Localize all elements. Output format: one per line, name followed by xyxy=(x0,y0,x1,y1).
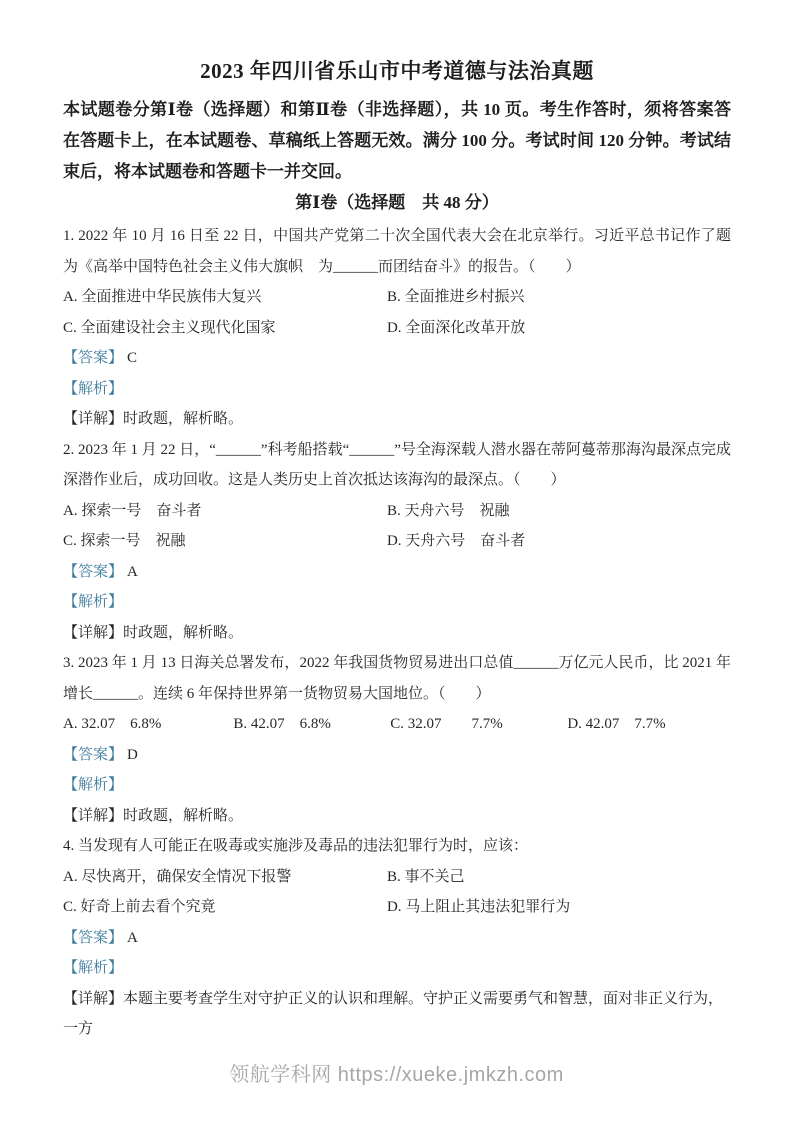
section-heading: 第Ⅰ卷（选择题 共 48 分） xyxy=(295,193,499,212)
options-grid xyxy=(63,496,731,557)
answer-value: A xyxy=(127,929,138,946)
detail-label: 【详解】 xyxy=(63,411,124,427)
question-stem: 3. 2023 年 1 月 13 日海关总署发布，2022 年我国货物贸易进出口总值______万亿元人民币，比 2021 年增长______。连续 6 年保持世界第一货物贸易大国地位。（ ） xyxy=(63,655,731,702)
detail-label: 【详解】 xyxy=(63,624,124,641)
detail-line xyxy=(63,801,731,832)
option-c: C. 好奇上前去看个究竟 xyxy=(63,899,216,915)
analysis-label: 【解析】 xyxy=(63,380,124,397)
detail-line xyxy=(63,984,731,1045)
option-d: D. 42.07 7.7% xyxy=(567,716,666,732)
option-b: B. 事不关己 xyxy=(386,868,465,885)
detail-text: 时政题，解析略。 xyxy=(123,807,244,824)
answer-value: A xyxy=(127,563,138,580)
answer-line xyxy=(63,923,731,954)
answer-label: 【答案】 xyxy=(63,746,124,763)
analysis-label: 【解析】 xyxy=(63,960,124,976)
option-b: B. 天舟六号 祝融 xyxy=(386,502,510,519)
question-2 xyxy=(63,435,731,649)
detail-line xyxy=(63,618,731,649)
detail-label: 【详解】 xyxy=(63,990,124,1007)
exam-intro: 本试题卷分第Ⅰ卷（选择题）和第Ⅱ卷（非选择题），共 10 页。考生作答时，须将答案答在答题卡上，在本试题卷、草稿纸上答题无效。满分 100 分。考试时间 120 分钟。考试结束后，将本试题卷和答题卡一并交回。 xyxy=(63,100,731,181)
question-stem: 1. 2022 年 10 月 16 日至 22 日，中国共产党第二十次全国代表大会在北京举行。习近平总书记作了题为《高举中国特色社会主义伟大旗帜 为______而团结奋斗》的报告。（ ） xyxy=(63,228,731,275)
option-b: B. 全面推进乡村振兴 xyxy=(386,289,525,305)
exam-title: 2023 年四川省乐山市中考道德与法治真题 xyxy=(200,59,594,83)
answer-line xyxy=(63,740,731,771)
option-d: D. 全面深化改革开放 xyxy=(386,319,526,336)
option-a: A. 探索一号 奋斗者 xyxy=(63,502,202,519)
analysis-label: 【解析】 xyxy=(63,594,124,610)
option-a: A. 32.07 6.8% xyxy=(63,716,162,732)
watermark-footer xyxy=(0,1058,793,1087)
answer-label: 【答案】 xyxy=(63,563,124,580)
options-grid xyxy=(63,709,731,740)
option-a: A. 尽快离开，确保安全情况下报警 xyxy=(63,868,292,885)
question-3 xyxy=(63,648,731,831)
detail-text: 时政题，解析略。 xyxy=(123,624,244,641)
answer-line xyxy=(63,557,731,588)
answer-value: C xyxy=(127,350,138,366)
option-d: D. 马上阻止其违法犯罪行为 xyxy=(386,899,571,915)
detail-label: 【详解】 xyxy=(63,807,124,824)
site-url: https://xueke.jmkzh.com xyxy=(337,1064,564,1086)
options-grid xyxy=(63,282,731,343)
detail-line xyxy=(63,404,731,435)
analysis-label: 【解析】 xyxy=(63,777,124,793)
detail-text: 本题主要考查学生对守护正义的认识和理解。守护正义需要勇气和智慧，面对非正义行为，一方 xyxy=(63,990,724,1037)
question-stem: 4. 当发现有人可能正在吸毒或实施涉及毒品的违法犯罪行为时，应该： xyxy=(63,838,529,854)
option-c: C. 32.07 7.7% xyxy=(390,716,503,732)
answer-value: D xyxy=(127,746,138,763)
detail-text: 时政题，解析略。 xyxy=(123,411,244,427)
option-c: C. 全面建设社会主义现代化国家 xyxy=(63,319,276,336)
question-4 xyxy=(63,831,731,1045)
question-stem: 2. 2023 年 1 月 22 日，“______”科考船搭载“______”号全海深载人潜水器在蒂阿蔓蒂那海沟最深点完成深潜作业后，成功回收。这是人类历史上首次抵达该海沟的最深点。（ ） xyxy=(63,441,731,488)
option-c: C. 探索一号 祝融 xyxy=(63,533,186,549)
answer-label: 【答案】 xyxy=(63,929,124,946)
answer-label: 【答案】 xyxy=(63,350,124,366)
question-1 xyxy=(63,221,731,435)
site-name: 领航学科网 xyxy=(229,1064,332,1086)
option-a: A. 全面推进中华民族伟大复兴 xyxy=(63,289,262,305)
option-b: B. 42.07 6.8% xyxy=(233,716,331,732)
option-d: D. 天舟六号 奋斗者 xyxy=(386,533,526,549)
options-grid xyxy=(63,862,731,923)
answer-line xyxy=(63,343,731,374)
